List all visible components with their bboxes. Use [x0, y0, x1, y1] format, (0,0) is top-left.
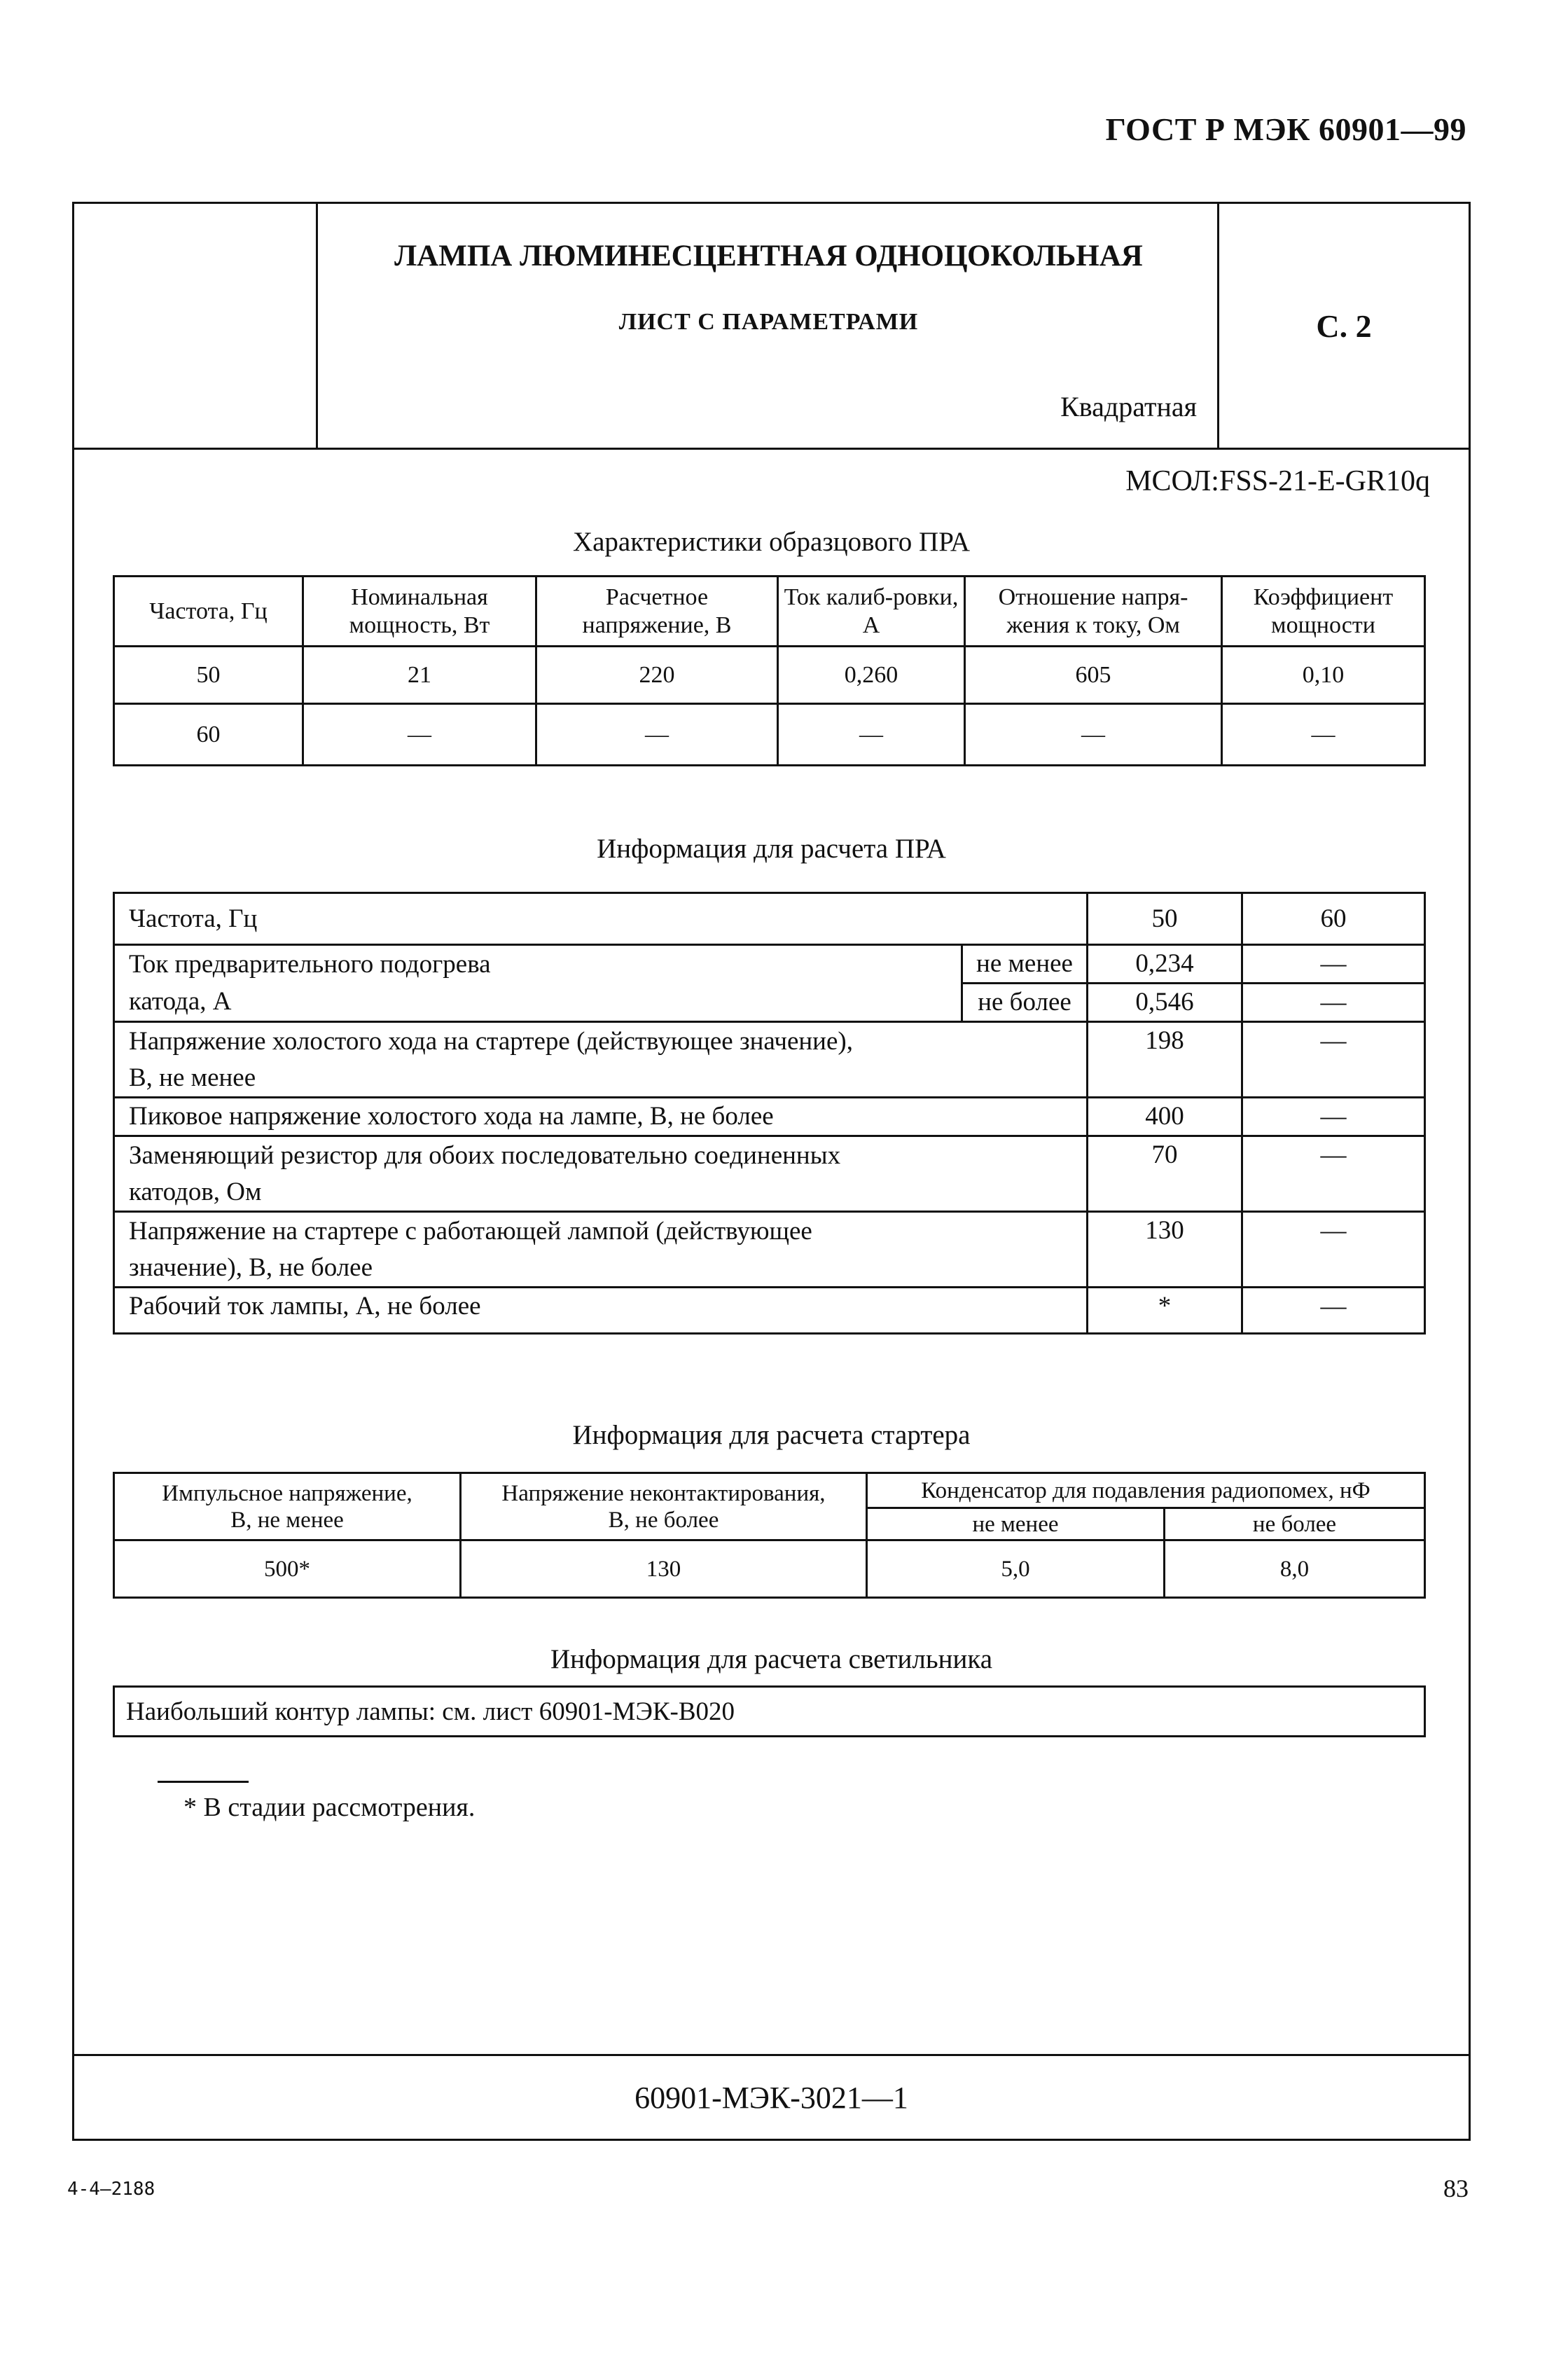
table-row: [114, 1098, 1425, 1136]
cell: —: [1242, 1022, 1425, 1098]
cell: 8,0: [1165, 1540, 1425, 1598]
row-label: Ток предварительного подогрева: [114, 945, 962, 984]
lamp-title: ЛАМПА ЛЮМИНЕСЦЕНТНАЯ ОДНОЦОКОЛЬНАЯ: [394, 240, 1143, 273]
label-line: Напряжение на стартере с работающей лампой (действующее: [129, 1216, 812, 1246]
page-label: С. 2: [1217, 204, 1469, 448]
cell: —: [1242, 1098, 1425, 1136]
table-row: [114, 1687, 1425, 1737]
cell: 0,10: [1222, 647, 1425, 704]
row-label: Рабочий ток лампы, А, не более: [114, 1288, 1088, 1334]
row-label: [114, 1136, 1088, 1212]
print-code: 4-4—2188: [67, 2179, 155, 2200]
cell: 198: [1088, 1022, 1242, 1098]
footnote: * В стадии рассмотрения.: [183, 1793, 476, 1822]
cell: —: [303, 704, 536, 766]
cell: 21: [303, 647, 536, 704]
table-row: [114, 647, 1425, 704]
col-header: Ток калиб-ровки, А: [778, 577, 965, 647]
table-row: [114, 704, 1425, 766]
row-label: [114, 1212, 1088, 1288]
col-header: Расчетное напряжение, В: [536, 577, 778, 647]
cell: 130: [461, 1540, 867, 1598]
table-row: [114, 945, 1425, 984]
label-line: Напряжение холостого хода на стартере (действующее значение),: [129, 1026, 853, 1056]
table-row: [114, 1288, 1425, 1334]
cell: 0,546: [1088, 984, 1242, 1022]
table-row: [114, 1136, 1425, 1212]
cell: 50: [114, 647, 303, 704]
luminaire-info-table: [113, 1685, 1426, 1737]
freq-label: Частота, Гц: [114, 893, 1088, 945]
ballast-characteristics-title: Характеристики образцового ПРА: [572, 527, 971, 557]
header-line: Импульсное напряжение,: [162, 1480, 412, 1506]
ballast-info-title: Информация для расчета ПРА: [597, 834, 946, 864]
cell: 220: [536, 647, 778, 704]
document-code: ГОСТ Р МЭК 60901—99: [1105, 111, 1466, 147]
cell: —: [1242, 1288, 1425, 1334]
label-line: Заменяющий резистор для обоих последовательно соединенных: [129, 1140, 841, 1170]
condition-label: не менее: [962, 945, 1088, 984]
cell: —: [1242, 984, 1425, 1022]
footnote-rule: [158, 1781, 249, 1783]
cell: 60: [114, 704, 303, 766]
col-subheader: не более: [1165, 1508, 1425, 1540]
starter-info-title: Информация для расчета стартера: [572, 1420, 971, 1450]
sheet-code: 60901-МЭК-3021—1: [74, 2054, 1469, 2139]
col-header: Отношение напря-жения к току, Ом: [965, 577, 1222, 647]
col-header: Частота, Гц: [114, 577, 303, 647]
cell: —: [778, 704, 965, 766]
starter-info-table: [113, 1472, 1426, 1599]
cell: —: [1242, 1136, 1425, 1212]
luminaire-info-title: Информация для расчета светильника: [550, 1644, 993, 1674]
cell: 605: [965, 647, 1222, 704]
col-header: Конденсатор для подавления радиопомех, нФ: [867, 1473, 1425, 1508]
cell: —: [1242, 945, 1425, 984]
condition-label: не более: [962, 984, 1088, 1022]
cell: 50: [1088, 893, 1242, 945]
cell: —: [1222, 704, 1425, 766]
cell: 500*: [114, 1540, 461, 1598]
header-line: Напряжение неконтактирования,: [501, 1480, 826, 1506]
cell: —: [965, 704, 1222, 766]
cell: 0,260: [778, 647, 965, 704]
cell: 5,0: [867, 1540, 1165, 1598]
label-line: В, не менее: [129, 1063, 256, 1092]
row-label: катода, А: [114, 984, 962, 1022]
col-header: Коэффициент мощности: [1222, 577, 1425, 647]
table-row: [114, 1540, 1425, 1598]
ballast-info-table: [113, 892, 1426, 1335]
cell: 70: [1088, 1136, 1242, 1212]
cell: 60: [1242, 893, 1425, 945]
cell: *: [1088, 1288, 1242, 1334]
sheet-subtitle: ЛИСТ С ПАРАМЕТРАМИ: [618, 309, 919, 335]
lamp-shape: Квадратная: [1060, 391, 1197, 422]
cell: —: [536, 704, 778, 766]
cell: 130: [1088, 1212, 1242, 1288]
cell: Наибольший контур лампы: см. лист 60901-МЭК-В020: [114, 1687, 1425, 1737]
table-header-row: [114, 577, 1425, 647]
header-line: В, не более: [608, 1507, 719, 1533]
col-header: [114, 1473, 461, 1540]
table-header-row: [114, 1473, 1425, 1508]
table-row: [114, 1022, 1425, 1098]
ballast-characteristics-table: [113, 575, 1426, 766]
lamp-code: МСОЛ:FSS-21-E-GR10q: [1125, 465, 1430, 497]
parameter-sheet-frame: [72, 202, 1471, 2141]
page-number: 83: [1443, 2174, 1469, 2202]
col-header: Номинальная мощность, Вт: [303, 577, 536, 647]
sheet-header: [74, 204, 1469, 450]
header-title-cell: [318, 204, 1219, 448]
table-row: [114, 984, 1425, 1022]
header-blank-cell: [74, 204, 318, 448]
label-line: катодов, Ом: [129, 1177, 262, 1206]
col-header: [461, 1473, 867, 1540]
cell: 400: [1088, 1098, 1242, 1136]
row-label: [114, 1022, 1088, 1098]
cell: —: [1242, 1212, 1425, 1288]
row-label: Пиковое напряжение холостого хода на лампе, В, не более: [114, 1098, 1088, 1136]
table-row: [114, 893, 1425, 945]
label-line: значение), В, не более: [129, 1253, 373, 1282]
cell: 0,234: [1088, 945, 1242, 984]
header-line: В, не менее: [230, 1507, 344, 1533]
table-row: [114, 1212, 1425, 1288]
col-subheader: не менее: [867, 1508, 1165, 1540]
